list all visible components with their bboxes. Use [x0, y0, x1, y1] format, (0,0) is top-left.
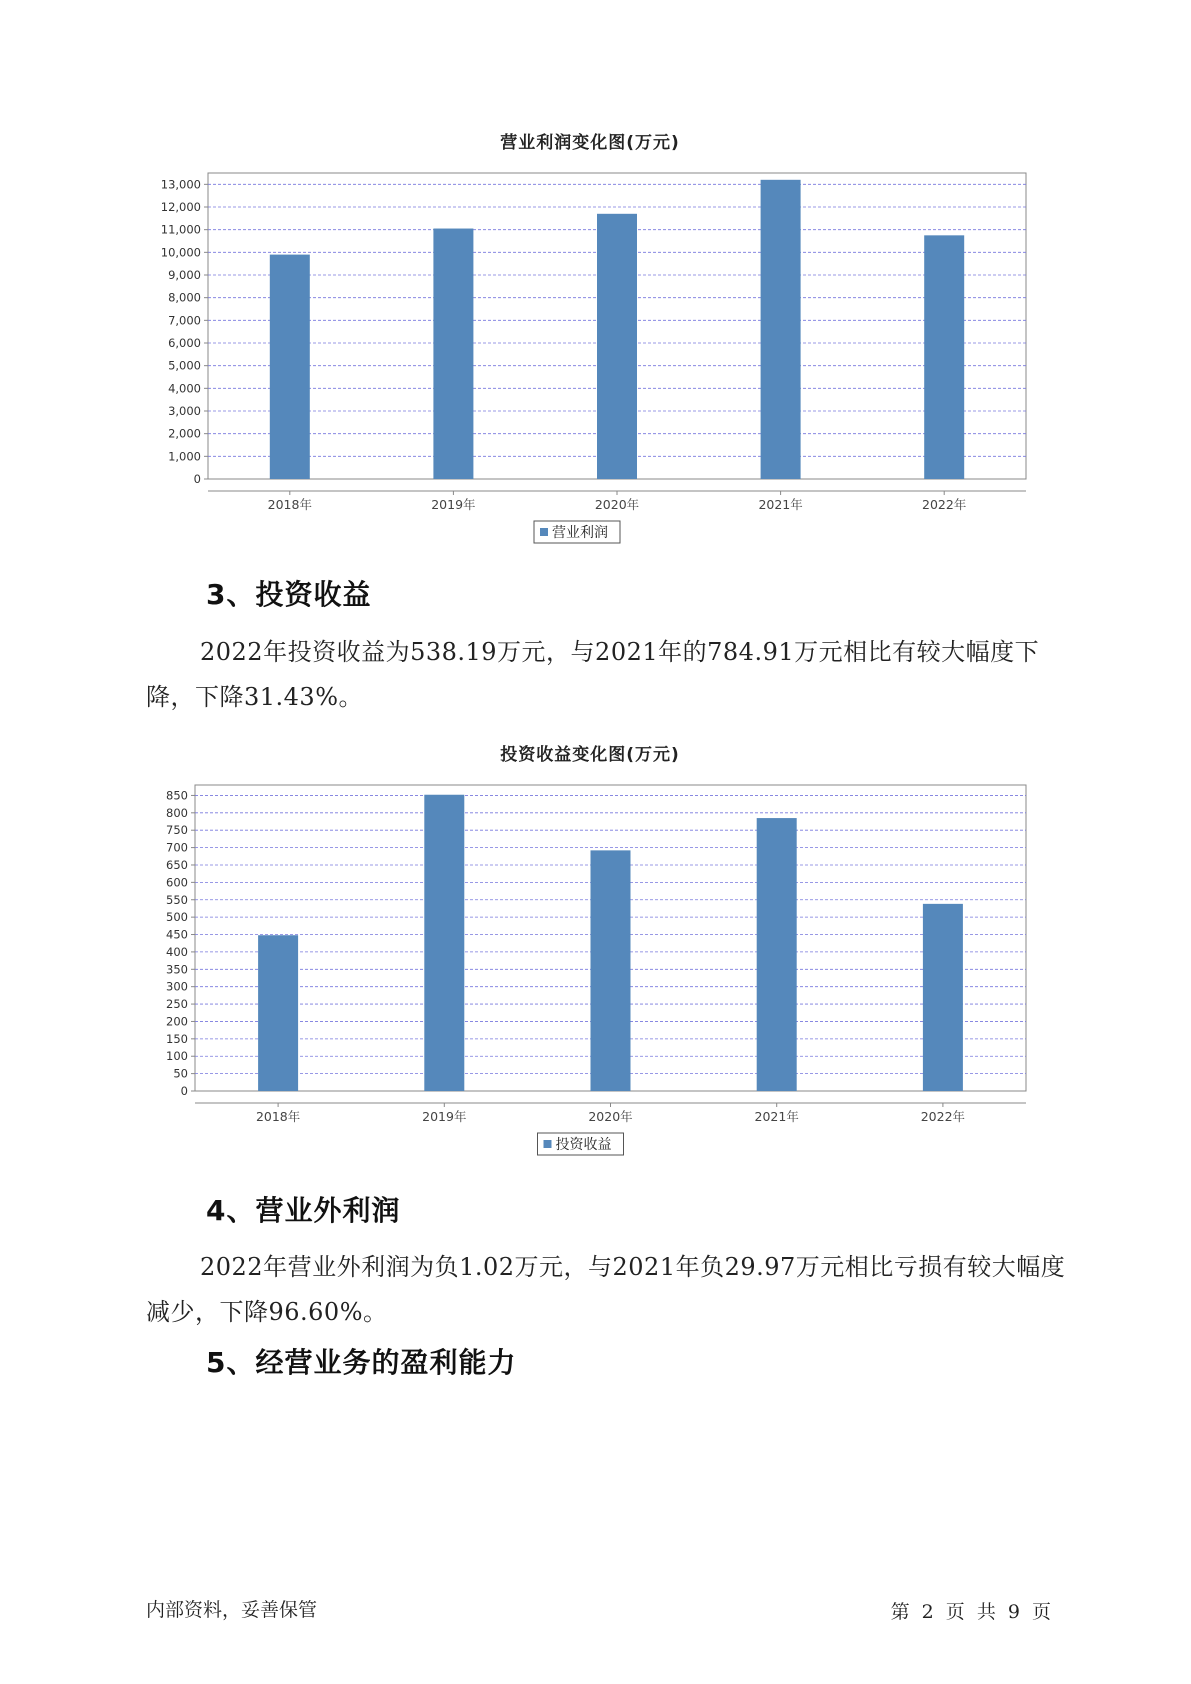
y-tick-label: 4,000: [168, 381, 201, 396]
bar-2021年: [761, 180, 801, 479]
legend-label: 营业利润: [552, 525, 608, 541]
y-tick-label: 100: [166, 1049, 188, 1064]
x-tick-label: 2021年: [754, 1109, 799, 1124]
y-tick-label: 50: [173, 1066, 188, 1081]
y-tick-label: 550: [166, 892, 188, 907]
y-tick-label: 0: [193, 472, 201, 486]
section-heading-investment-income: 3、投资收益: [206, 578, 372, 611]
y-tick-label: 600: [166, 875, 188, 890]
y-tick-label: 0: [180, 1084, 188, 1098]
y-tick-label: 11,000: [160, 222, 201, 237]
x-tick-label: 2019年: [422, 1109, 467, 1124]
y-tick-label: 850: [166, 788, 188, 803]
y-tick-label: 1,000: [168, 449, 201, 464]
y-tick-label: 2,000: [168, 426, 201, 441]
operating-profit-bar-chart: [150, 167, 1030, 587]
y-tick-label: 12,000: [160, 200, 201, 214]
y-tick-label: 6,000: [168, 336, 201, 350]
paragraph-investment-income: 2022年投资收益为538.19万元，与2021年的784.91万元相比有较大幅度下降，下降31.43%。: [146, 638, 1040, 711]
section-heading-non-operating-profit: 4、营业外利润: [206, 1194, 401, 1227]
y-tick-label: 500: [166, 910, 188, 925]
legend-swatch: [540, 528, 548, 536]
y-tick-label: 5,000: [168, 358, 201, 373]
bar-2019年: [433, 229, 473, 479]
y-tick-label: 650: [166, 857, 188, 872]
legend-swatch: [544, 1140, 552, 1148]
y-tick-label: 10,000: [160, 245, 201, 260]
y-tick-label: 8,000: [168, 290, 201, 305]
y-tick-label: 13,000: [160, 177, 201, 192]
y-tick-label: 450: [166, 927, 188, 942]
y-tick-label: 350: [166, 962, 188, 977]
x-tick-label: 2020年: [588, 1109, 633, 1124]
bar-2018年: [258, 935, 298, 1091]
bar-2020年: [591, 850, 631, 1091]
y-tick-label: 400: [166, 944, 188, 959]
y-tick-label: 750: [166, 823, 188, 838]
x-tick-label: 2022年: [922, 497, 967, 512]
y-tick-label: 7,000: [168, 313, 201, 328]
bar-2018年: [270, 255, 310, 479]
section-heading-business-profitability: 5、经营业务的盈利能力: [206, 1346, 517, 1379]
y-tick-label: 9,000: [168, 268, 201, 282]
x-tick-label: 2019年: [431, 497, 476, 512]
operating-profit-chart: [150, 128, 1030, 587]
chart-title: 投资收益变化图(万元): [500, 745, 680, 765]
bar-2020年: [597, 214, 637, 479]
y-tick-label: 300: [166, 979, 188, 994]
y-tick-label: 700: [166, 840, 188, 855]
x-tick-label: 2018年: [267, 497, 312, 512]
chart-title: 营业利润变化图(万元): [500, 133, 680, 153]
paragraph-non-operating-profit: 2022年营业外利润为负1.02万元，与2021年负29.97万元相比亏损有较大幅度减少，下降96.60%。: [146, 1253, 1066, 1326]
investment-income-chart: [150, 740, 1030, 1199]
x-tick-label: 2020年: [594, 497, 640, 512]
y-tick-label: 150: [166, 1031, 188, 1046]
bar-2022年: [923, 904, 963, 1091]
x-tick-label: 2022年: [920, 1109, 966, 1124]
bar-2021年: [757, 818, 797, 1091]
x-tick-label: 2021年: [758, 497, 803, 512]
legend-label: 投资收益: [555, 1137, 612, 1153]
y-tick-label: 3,000: [168, 404, 201, 418]
y-tick-label: 800: [166, 805, 188, 820]
footer-confidential-note: 内部资料，妥善保管: [146, 1599, 318, 1621]
y-tick-label: 250: [166, 997, 188, 1012]
footer-page-number: 第 2 页 共 9 页: [890, 1601, 1051, 1623]
y-tick-label: 200: [166, 1014, 188, 1029]
x-tick-label: 2018年: [255, 1109, 301, 1124]
bar-2022年: [924, 235, 964, 479]
investment-income-bar-chart: [150, 779, 1030, 1199]
bar-2019年: [424, 795, 464, 1091]
